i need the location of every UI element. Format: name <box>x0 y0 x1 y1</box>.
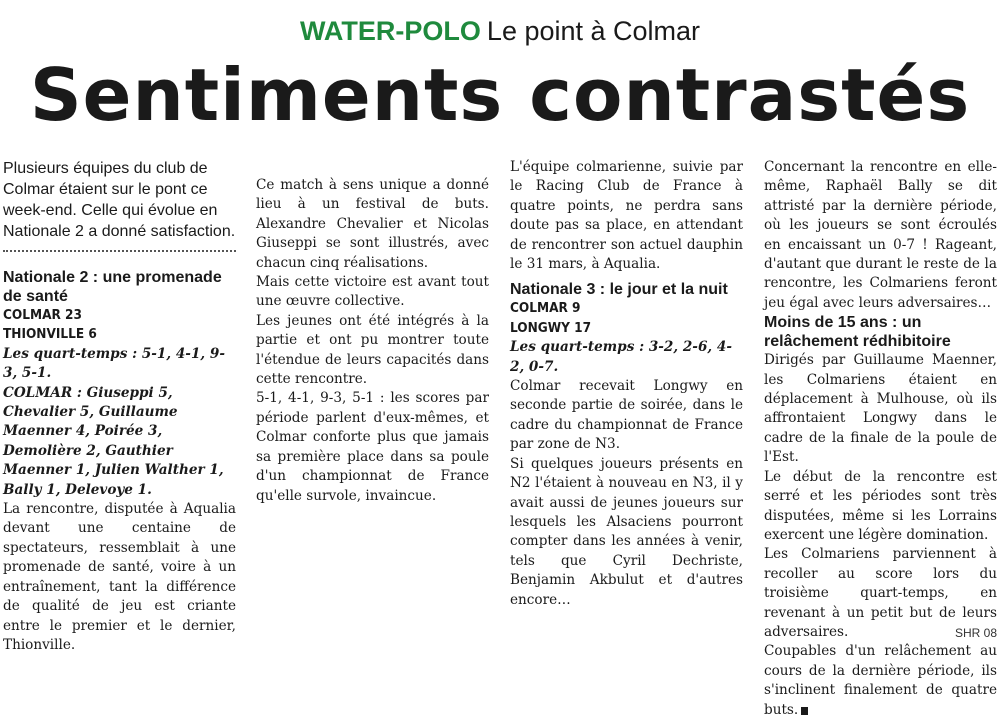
u15-paragraph-3: Les Colmariens parviennent à recoller au score lors du troisième quart-temps, en revenant à un petit but de leurs adversaires. <box>764 546 997 640</box>
kicker-sport: WATER-POLO <box>299 16 481 46</box>
n2-paragraph-4: Les jeunes ont été intégrés à la partie et ont pu montrer toute l'étendue de leurs capacités dans cette rencontre. <box>256 312 489 388</box>
n3-paragraph-2: Si quelques joueurs présents en N2 l'étaient à nouveau en N3, il y avait aussi de jeunes joueurs sur lesquels les Alsaciens pourront compter dans les années à venir, tels que Cyril Dechriste, Benjamin Akbulut et d'autres encore… <box>510 455 743 608</box>
headline: Sentiments contrastés <box>29 53 971 137</box>
n2-scorers: COLMAR : Giuseppi 5, Chevalier 5, Guillaume Maenner 4, Poirée 3, Demolière 2, Gauthier Maenner 1, Julien Walther 1, Bally 1, Delevoye 1. <box>3 384 224 498</box>
n2-quarters: Les quart-temps : 5-1, 4-1, 9-3, 5-1. <box>3 345 225 382</box>
end-of-article-mark <box>801 707 808 715</box>
n3-paragraph-3: Concernant la rencontre en elle-même, Raphaël Bally se dit attristé par la dernière période, où les joueurs se sont écroulés en encaissant un 0-7 ! Rageant, d'autant que durant le reste de la rencontre, les Colmariens feront jeu égal avec leurs adversaires… <box>764 159 997 311</box>
n2-paragraph-1: La rencontre, disputée à Aqualia devant une centaine de spectateurs, ressemblait à une promenade de santé, voire à un entraînement, tant la différence de qualité de jeu est criante entre le premier et le dernier, Thionville. <box>3 501 236 653</box>
u15-subhead: Moins de 15 ans : un relâchement rédhibitoire <box>764 314 951 351</box>
column-1 <box>3 158 236 655</box>
n2-paragraph-2: Ce match à sens unique a donné lieu à un festival de buts. Alexandre Chevalier et Nicolas Giuseppi se sont illustrés, avec chacun cinq réalisations. <box>256 177 489 271</box>
kicker-subtitle: Le point à Colmar <box>486 16 701 46</box>
u15-paragraph-4-text: Coupables d'un relâchement au cours de la dernière période, ils s'inclinent finalement de quatre buts. <box>764 643 997 718</box>
n3-paragraph-1: Colmar recevait Longwy en seconde partie de soirée, dans le cadre du championnat de France par zone de N3. <box>510 378 743 453</box>
n3-subhead: Nationale 3 : le jour et la nuit <box>510 281 728 299</box>
n3-team1-score: COLMAR 9 <box>510 300 581 317</box>
kicker <box>0 14 1000 48</box>
n2-subhead: Nationale 2 : une promenade de santé <box>3 269 222 305</box>
column-3 <box>510 158 743 610</box>
n3-team2-score: LONGWY 17 <box>510 319 592 336</box>
intro-lead: Plusieurs équipes du club de Colmar étaient sur le pont ce week-end. Celle qui évolue en Nationale 2 a donné satisfaction. <box>3 160 236 240</box>
u15-paragraph-2: Le début de la rencontre est serré et les périodes sont très disputées, même si les Lorrains exercent une légère domination. <box>764 468 997 543</box>
u15-paragraph-4 <box>764 642 997 720</box>
n3-quarters: Les quart-temps : 3-2, 2-6, 4-2, 0-7. <box>510 339 732 375</box>
n2-paragraph-3: Mais cette victoire est avant tout une œuvre collective. <box>256 274 489 310</box>
dotted-separator <box>3 250 236 252</box>
n2-paragraph-5: 5-1, 4-1, 9-3, 5-1 : les scores par période parlent d'eux-mêmes, et Colmar conforte plus que jamais sa première place dans sa poule d'un championnat de France qu'elle survole, invaincue. <box>256 390 489 504</box>
n2-paragraph-6: L'équipe colmarienne, suivie par le Racing Club de France à quatre points, ne perdra sans doute pas sa place, en attendant de rencontrer son actuel dauphin le 31 mars, à Aqualia. <box>510 159 743 273</box>
column-2 <box>256 176 489 506</box>
u15-paragraph-1: Dirigés par Guillaume Maenner, les Colmariens étaient en déplacement à Mulhouse, où ils affrontaient Longwy dans le cadre de la finale de la poule de l'Est. <box>764 352 997 466</box>
n2-team2-score: THIONVILLE 6 <box>3 326 97 343</box>
n2-team1-score: COLMAR 23 <box>3 307 82 323</box>
page-folio: SHR 08 <box>954 626 997 640</box>
